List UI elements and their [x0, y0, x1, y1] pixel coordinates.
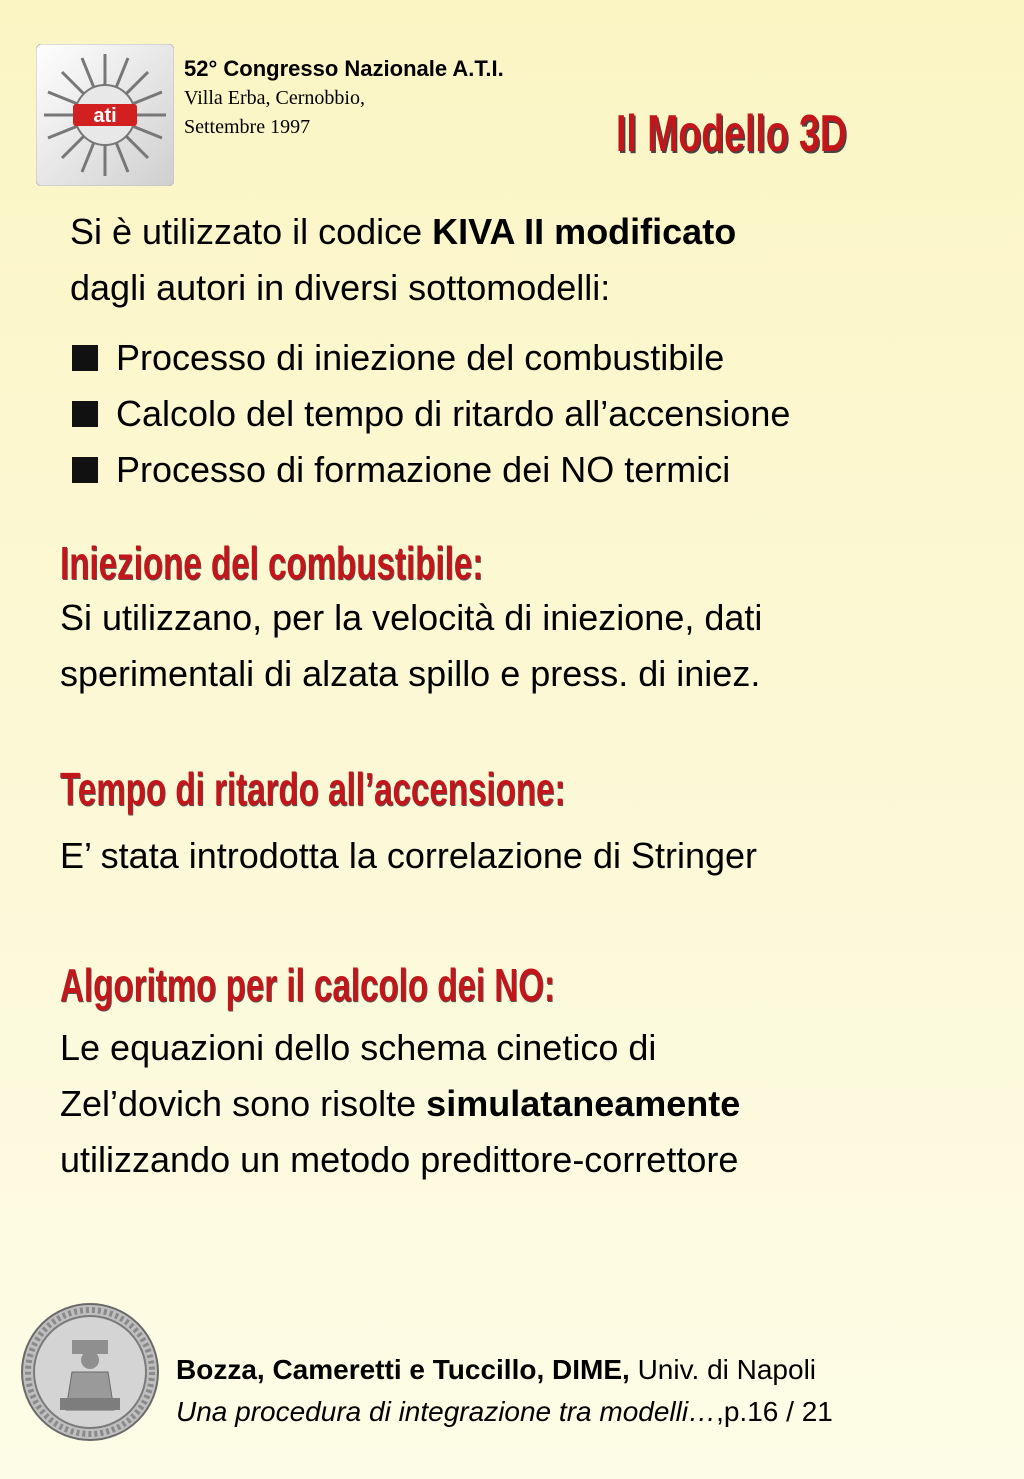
footer-authors: Bozza, Cameretti e Tuccillo, DIME, Univ. di Napoli: [176, 1354, 817, 1385]
square-bullet-icon: [72, 401, 98, 427]
intro-line-1: Si è utilizzato il codice KIVA II modificato: [70, 211, 737, 252]
slide-title: Il Modello 3D: [616, 105, 847, 163]
section-heading-injection: Iniezione del combustibile:: [60, 537, 484, 589]
section-heading-no-algorithm: Algoritmo per il calcolo dei NO:: [60, 959, 556, 1011]
square-bullet-icon: [72, 345, 98, 371]
section-text-ignition-delay: E’ stata introdotta la correlazione di Stringer: [60, 835, 758, 876]
university-seal: [20, 1302, 160, 1442]
square-bullet-icon: [72, 457, 98, 483]
conference-date: Settembre 1997: [184, 116, 311, 138]
page-number: ,p.16 / 21: [716, 1396, 833, 1427]
section-heading-ignition-delay: Tempo di ritardo all’accensione:: [60, 763, 566, 815]
kiva-bold-text: KIVA II modificato: [432, 211, 737, 252]
list-item: Processo di iniezione del combustibile: [72, 330, 790, 386]
ati-logo: [36, 44, 174, 186]
intro-line-2: dagli autori in diversi sottomodelli:: [70, 267, 611, 308]
intro-paragraph: [70, 204, 736, 316]
list-item: Processo di formazione dei NO termici: [72, 442, 790, 498]
conference-place: Villa Erba, Cernobbio,: [184, 87, 365, 109]
list-item: Calcolo del tempo di ritardo all’accensione: [72, 386, 790, 442]
section-text-injection: Si utilizzano, per la velocità di iniezione, dati sperimentali di alzata spillo e press. di iniez.: [60, 597, 763, 694]
footer-paper-reference: Una procedura di integrazione tra modelli…,p.16 / 21: [176, 1396, 833, 1427]
svg-text:ati: ati: [93, 105, 117, 127]
submodel-list: [72, 330, 790, 498]
simultaneous-bold-text: simulataneamente: [426, 1083, 741, 1124]
conference-title: 52° Congresso Nazionale A.T.I.: [184, 56, 504, 81]
section-text-no-algorithm: Le equazioni dello schema cinetico di Zel’dovich sono risolte simulataneamente utilizzando un metodo predittore-correttore: [60, 1027, 741, 1180]
